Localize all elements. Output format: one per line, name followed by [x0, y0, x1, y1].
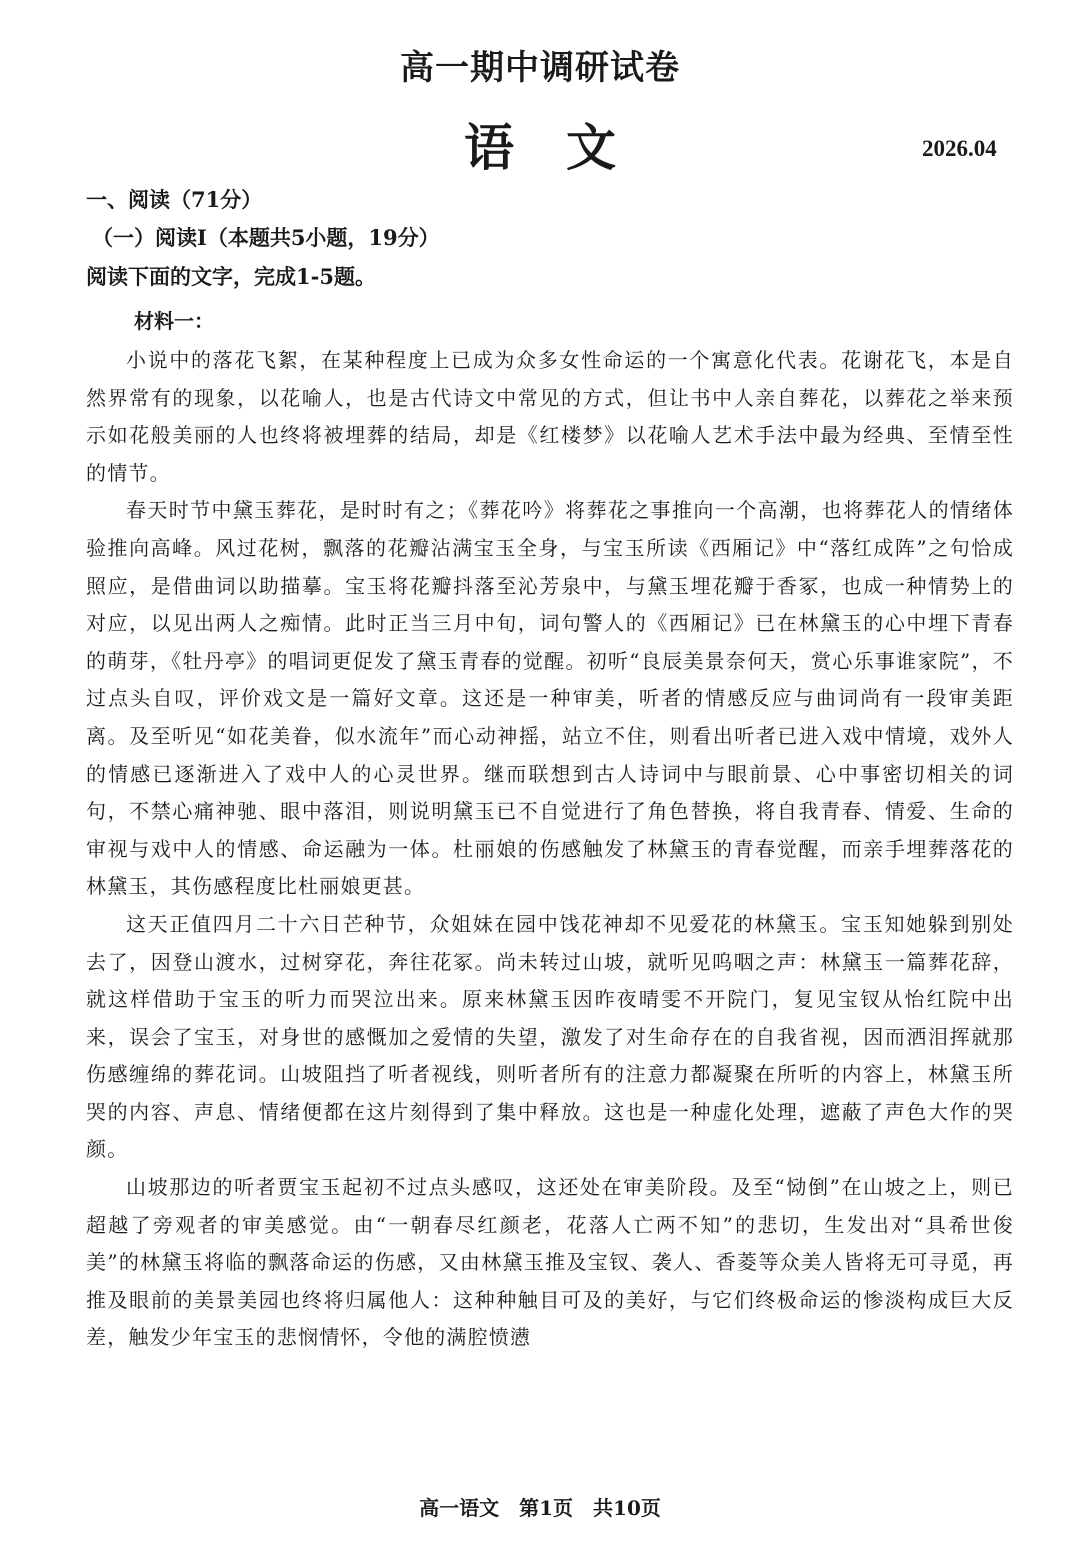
subject-title: 语文 [464, 118, 668, 177]
sub-section-heading: （一）阅读Ⅰ（本题共5小题，19分） [92, 225, 440, 250]
reading-passage [86, 342, 1014, 1357]
reading-instruction: 阅读下面的文字，完成1-5题。 [86, 264, 376, 289]
passage-paragraph: 山坡那边的听者贾宝玉起初不过点头感叹，这还处在审美阶段。及至“恸倒”在山坡之上，则已超越了旁观者的审美感觉。由“一朝春尽红颜老，花落人亡两不知”的悲切，生发出对“具希世俊美”的林黛玉将临的飘落命运的伤感，又由林黛玉推及宝钗、袭人、香菱等众美人皆将无可寻觅，再推及眼前的美景美园也终将归属他人：这种种触目可及的美好，与它们终极命运的惨淡构成巨大反差，触发少年宝玉的悲悯情怀，令他的满腔愤懑 [86, 1175, 1014, 1350]
passage-paragraph: 小说中的落花飞絮，在某种程度上已成为众多女性命运的一个寓意化代表。花谢花飞，本是自然界常有的现象，以花喻人，也是古代诗文中常见的方式，但让书中人亲自葬花，以葬花之举来预示如花般美丽的人也终将被埋葬的结局，却是《红楼梦》以花喻人艺术手法中最为经典、至情至性的情节。 [86, 348, 1014, 485]
exam-title: 高一期中调研试卷 [400, 48, 680, 88]
exam-date: 2026.04 [922, 136, 997, 161]
page-footer: 高一语文 第1页 共10页 [419, 1496, 661, 1520]
passage-paragraph: 春天时节中黛玉葬花，是时时有之；《葬花吟》将葬花之事推向一个高潮，也将葬花人的情绪体验推向高峰。风过花树，飘落的花瓣沾满宝玉全身，与宝玉所读《西厢记》中“落红成阵”之句恰成照应，是借曲词以助描摹。宝玉将花瓣抖落至沁芳泉中，与黛玉埋花瓣于香冢，也成一种情势上的对应，以见出两人之痴情。此时正当三月中旬，词句警人的《西厢记》已在林黛玉的心中埋下青春的萌芽，《牡丹亭》的唱词更促发了黛玉青春的觉醒。初听“良辰美景奈何天，赏心乐事谁家院”，不过点头自叹，评价戏文是一篇好文章。这还是一种审美，听者的情感反应与曲词尚有一段审美距离。及至听见“如花美眷，似水流年”而心动神摇，站立不住，则看出听者已进入戏中情境，戏外人的情感已逐渐进入了戏中人的心灵世界。继而联想到古人诗词中与眼前景、心中事密切相关的词句，不禁心痛神驰、眼中落泪，则说明黛玉已不自觉进行了角色替换，将自我青春、情爱、生命的审视与戏中人的情感、命运融为一体。杜丽娘的伤感触发了林黛玉的青春觉醒，而亲手埋葬落花的林黛玉，其伤感程度比杜丽娘更甚。 [86, 498, 1014, 899]
passage-paragraph: 这天正值四月二十六日芒种节，众姐妹在园中饯花神却不见爱花的林黛玉。宝玉知她躲到别处去了，因登山渡水，过树穿花，奔往花冢。尚未转过山坡，就听见呜咽之声：林黛玉一篇葬花辞，就这样借助于宝玉的听力而哭泣出来。原来林黛玉因昨夜晴雯不开院门，复见宝钗从怡红院中出来，误会了宝玉，对身世的感慨加之爱情的失望，激发了对生命存在的自我省视，因而洒泪挥就那伤感缠绵的葬花词。山坡阻挡了听者视线，则听者所有的注意力都凝聚在所听的内容上，林黛玉所哭的内容、声息、情绪便都在这片刻得到了集中释放。这也是一种虚化处理，遮蔽了声色大作的哭颜。 [86, 911, 1014, 1162]
material-label: 材料一： [134, 309, 214, 333]
section-heading: 一、阅读（71分） [86, 187, 263, 212]
